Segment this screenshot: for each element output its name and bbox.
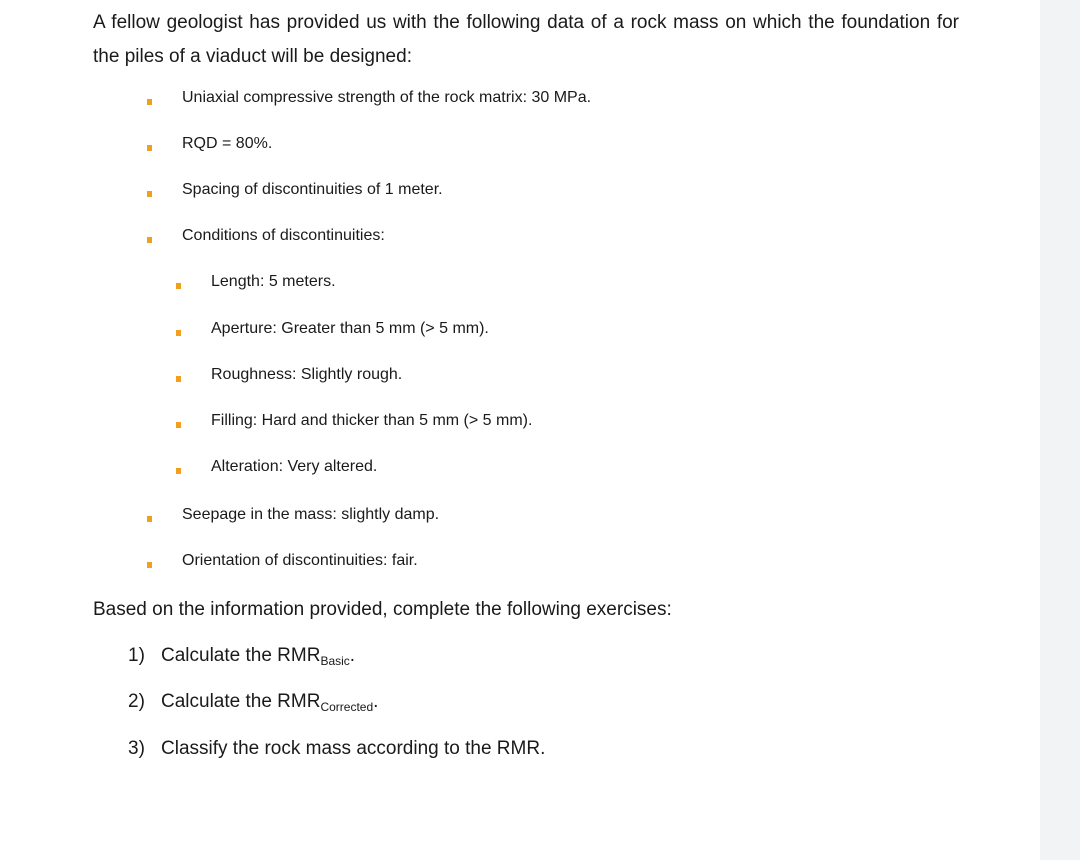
sub-list-item	[0, 458, 1040, 482]
sub-list-item-text: Roughness: Slightly rough.	[211, 366, 403, 383]
bullet-icon	[147, 237, 152, 243]
exercise-end: .	[373, 691, 379, 712]
list-item-text: Spacing of discontinuities of 1 meter.	[182, 181, 443, 198]
list-item	[0, 89, 1040, 113]
list-item-text: Orientation of discontinuities: fair.	[182, 552, 418, 569]
sub-list-item	[0, 366, 1040, 390]
bullet-icon	[147, 516, 152, 522]
exercise-subscript: Corrected	[320, 700, 374, 714]
list-item-text: Uniaxial compressive strength of the rock matrix: 30 MPa.	[182, 89, 592, 106]
list-item	[0, 181, 1040, 205]
exercise-text	[161, 644, 355, 669]
bullet-icon	[176, 376, 181, 382]
sub-list-item-text: Filling: Hard and thicker than 5 mm (> 5 mm).	[211, 412, 533, 429]
exercise-item	[0, 737, 1040, 761]
exercise-number: 2)	[128, 691, 145, 712]
bullet-icon	[147, 145, 152, 151]
exercise-text-main: Calculate the RMR	[161, 691, 321, 712]
exercise-item	[0, 644, 1040, 668]
exercises-lead: Based on the information provided, complete the following exercises:	[93, 599, 672, 620]
bullet-icon	[176, 422, 181, 428]
exercise-item	[0, 690, 1040, 714]
list-item-text: Conditions of discontinuities:	[182, 227, 385, 244]
bullet-icon	[176, 330, 181, 336]
sub-list-item	[0, 412, 1040, 436]
bullet-icon	[147, 562, 152, 568]
bullet-icon	[147, 191, 152, 197]
list-item	[0, 506, 1040, 530]
bullet-icon	[176, 283, 181, 289]
sub-list-item-text: Aperture: Greater than 5 mm (> 5 mm).	[211, 320, 489, 337]
sub-list-item	[0, 320, 1040, 344]
exercise-text	[161, 690, 378, 715]
list-item-text: RQD = 80%.	[182, 135, 273, 152]
sub-list-item-text: Alteration: Very altered.	[211, 458, 378, 475]
list-item	[0, 552, 1040, 576]
sub-list-item	[0, 273, 1040, 297]
sub-list-item-text: Length: 5 meters.	[211, 273, 336, 290]
exercise-text	[161, 737, 545, 761]
exercise-text-main: Calculate the RMR	[161, 645, 321, 666]
bullet-icon	[176, 468, 181, 474]
right-margin-panel	[1040, 0, 1080, 860]
intro-paragraph: A fellow geologist has provided us with the following data of a rock mass on which the foundation for the piles of a viaduct will be designed:	[93, 12, 959, 67]
exercise-subscript: Basic	[320, 654, 350, 668]
exercise-end: .	[349, 645, 356, 666]
list-item	[0, 227, 1040, 251]
list-item	[0, 135, 1040, 159]
exercise-number: 3)	[128, 738, 145, 759]
exercise-number: 1)	[128, 645, 145, 666]
list-item-text: Seepage in the mass: slightly damp.	[182, 506, 440, 523]
bullet-icon	[147, 99, 152, 105]
exercise-text-main: Classify the rock mass according to the RMR.	[161, 738, 546, 759]
